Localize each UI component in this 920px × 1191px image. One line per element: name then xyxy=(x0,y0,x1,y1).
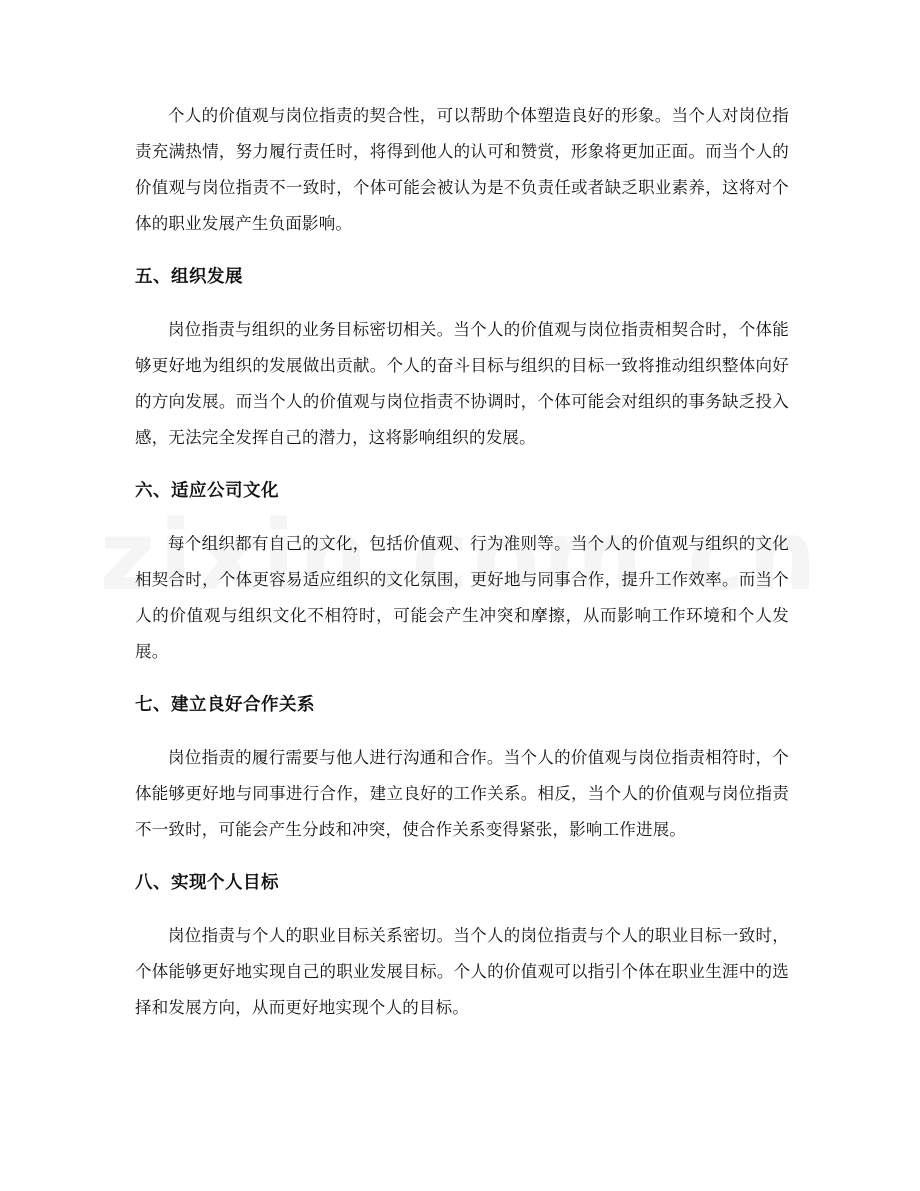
section-paragraph: 岗位指责与个人的职业目标关系密切。当个人的岗位指责与个人的职业目标一致时，个体能够更好地实现自己的职业发展目标。个人的价值观可以指引个体在职业生涯中的选择和发展方向，从而更好地实现个人的目标。 xyxy=(135,926,789,1017)
section-paragraph: 每个组织都有自己的文化，包括价值观、行为准则等。当个人的价值观与组织的文化相契合时，个体更容易适应组织的文化氛围，更好地与同事合作，提升工作效率。而当个人的价值观与组织文化不相符时，可能会产生冲突和摩擦，从而影响工作环境和个人发展。 xyxy=(135,534,789,661)
section-heading: 六、适应公司文化 xyxy=(135,481,279,501)
section-organization-development xyxy=(135,259,789,456)
section-company-culture xyxy=(135,473,789,670)
section-cooperation xyxy=(135,687,789,848)
section-heading: 七、建立良好合作关系 xyxy=(135,695,315,715)
section-personal-goals xyxy=(135,865,789,1026)
document-body xyxy=(135,98,789,1026)
section-heading: 八、实现个人目标 xyxy=(135,873,279,893)
section-paragraph: 岗位指责与组织的业务目标密切相关。当个人的价值观与岗位指责相契合时，个体能够更好地为组织的发展做出贡献。个人的奋斗目标与组织的目标一致将推动组织整体向好的方向发展。而当个人的价值观与岗位指责不协调时，个体可能会对组织的事务缺乏投入感，无法完全发挥自己的潜力，这将影响组织的发展。 xyxy=(135,320,789,447)
section-paragraph: 岗位指责的履行需要与他人进行沟通和合作。当个人的价值观与岗位指责相符时，个体能够更好地与同事进行合作，建立良好的工作关系。相反，当个人的价值观与岗位指责不一致时，可能会产生分歧和冲突，使合作关系变得紧张，影响工作进展。 xyxy=(135,748,789,839)
intro-paragraph: 个人的价值观与岗位指责的契合性，可以帮助个体塑造良好的形象。当个人对岗位指责充满热情，努力履行责任时，将得到他人的认可和赞赏，形象将更加正面。而当个人的价值观与岗位指责不一致时，个体可能会被认为是不负责任或者缺乏职业素养，这将对个体的职业发展产生负面影响。 xyxy=(135,106,789,233)
section-heading: 五、组织发展 xyxy=(135,267,243,287)
